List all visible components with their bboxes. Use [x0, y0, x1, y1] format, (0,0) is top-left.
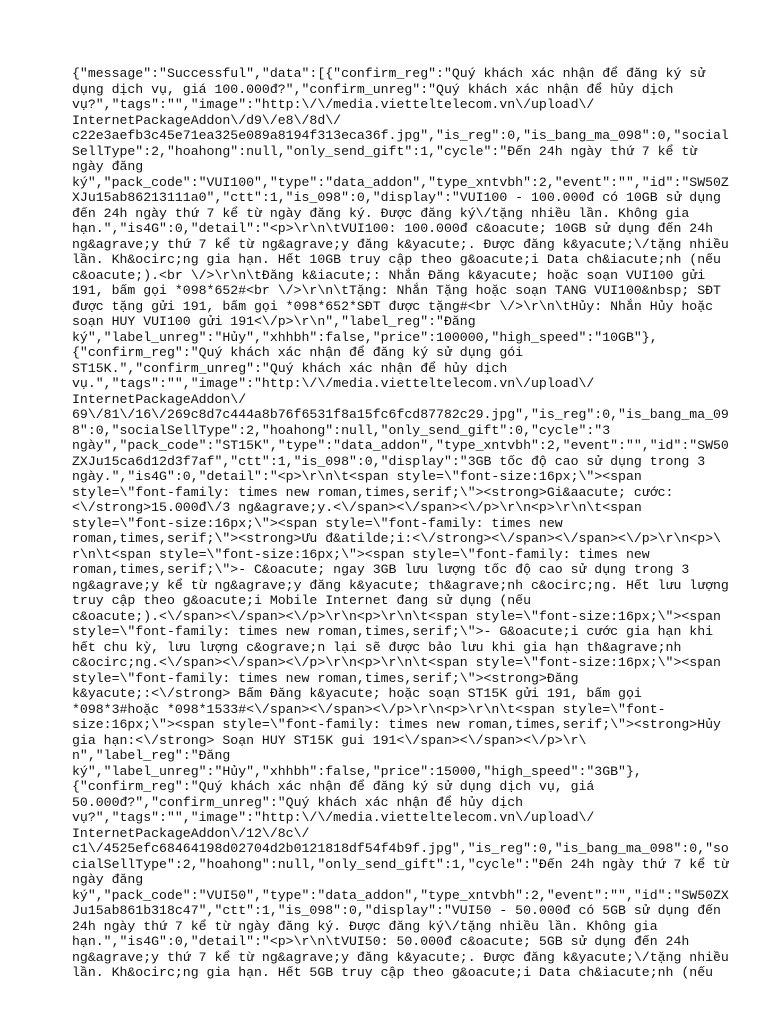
text-line: đến 24h ngày thứ 7 kể từ ngày đăng ký. Được đăng ký\/tặng nhiều lần. Không gia: [72, 205, 690, 221]
text-line: 50.000đ?","confirm_unreg":"Quý khách xác nhận để hủy dịch: [72, 794, 524, 810]
text-line: style=\"font-family: times new roman,times,serif;\">- G&oacute;i cước gia hạn khi: [72, 624, 714, 639]
text-line: ngày.","is4G":0,"detail":"<p>\r\n\t<span style=\"font-size:16px;\"><span: [72, 469, 642, 484]
text-line: ng&agrave;y thứ 7 kể từ ng&agrave;y đăng k&yacute;. Được đăng k&yacute;\/tặng nhiều: [72, 236, 729, 252]
text-line: gia hạn:<\/strong> Soạn HUY ST15K gui 191<\/span><\/span><\/p>\r\: [72, 732, 587, 748]
text-line: XJu15ab86213111a0","ctt":1,"is_098":0,"display":"VUI100 - 100.000đ có 10GB sử dụng: [72, 190, 721, 205]
text-line: hạn.","is4G":0,"detail":"<p>\r\n\tVUI50: 50.000đ c&oacute; 5GB sử dụng đến 24h: [72, 934, 690, 949]
text-line: n","label_reg":"Đăng: [72, 748, 231, 763]
text-line: ngày đăng: [72, 872, 144, 887]
text-line: roman,times,serif;\">- C&oacute; ngay 3GB lưu lượng tốc độ cao sử dụng trong 3: [72, 562, 690, 577]
text-line: SellType":2,"hoahong":null,"only_send_gift":1,"cycle":"Đến 24h ngày thứ 7 kể từ: [72, 143, 698, 159]
text-line: vụ?","tags":"","image":"http:\/\/media.vietteltelecom.vn\/upload\/: [72, 97, 595, 112]
text-line: cialSellType":2,"hoahong":null,"only_send_gift":1,"cycle":"Đến 24h ngày thứ 7 kể từ: [72, 856, 729, 872]
text-line: lần. Kh&ocirc;ng gia hạn. Hết 10GB truy cập theo g&oacute;i Data ch&iacute;nh (nếu: [72, 252, 721, 267]
text-line: 191, bấm gọi *098*652#<br \/>\r\n\tTặng: Nhắn Tặng hoặc soạn TANG VUI100&nbsp; SĐT: [72, 283, 721, 298]
text-line: hết chu kỳ, lưu lượng c&ograve;n lại sẽ được bảo lưu khi gia hạn th&agrave;nh: [72, 639, 682, 655]
text-line: vụ.","tags":"","image":"http:\/\/media.vietteltelecom.vn\/upload\/: [72, 376, 595, 391]
text-line: ng&agrave;y thứ 7 kể từ ng&agrave;y đăng k&yacute;. Được đăng k&yacute;\/tặng nhiều: [72, 949, 729, 965]
text-line: k&yacute;:<\/strong> Bấm Đăng k&yacute; hoặc soạn ST15K gửi 191, bấm gọi: [72, 686, 642, 701]
text-line: {"confirm_reg":"Quý khách xác nhận để đăng ký sử dụng dịch vụ, giá: [72, 779, 595, 794]
text-line: style=\"font-family: times new roman,times,serif;\"><strong>Gi&aacute; cước:: [72, 484, 674, 500]
text-line: size:16px;\"><span style=\"font-family: times new roman,times,serif;\"><strong>Hủy: [72, 717, 721, 732]
text-line: ngày","pack_code":"ST15K","type":"data_addon","type_xntvbh":2,"event":"","id":"SW50: [72, 438, 729, 453]
text-line: ký","label_unreg":"Hủy","xhhbh":false,"price":15000,"high_speed":"3GB"},: [72, 763, 642, 779]
text-line: InternetPackageAddon\/d9\/e8\/8d\/: [72, 112, 342, 128]
text-line: ngày đăng: [72, 159, 144, 174]
text-line: ng&agrave;y kể từ ng&agrave;y đăng k&yacute; th&agrave;nh c&ocirc;ng. Hết lưu lượng: [72, 577, 729, 593]
text-line: ST15K.","confirm_unreg":"Quý khách xác nhận để hủy dịch: [72, 360, 508, 376]
text-line: 24h ngày thứ 7 kể từ ngày đăng ký. Được đăng ký\/tặng nhiều lần. Không gia: [72, 918, 658, 934]
text-line: truy cập theo g&oacute;i Mobile Internet đang sử dụng (nếu: [72, 593, 531, 608]
json-text-body: [72, 66, 729, 981]
text-line: *098*3#hoặc *098*1533#<\/span><\/span><\/p>\r\n<p>\r\n\t<span style=\"font-: [72, 701, 666, 717]
text-line: dụng dịch vụ, giá 100.000đ?","confirm_unreg":"Quý khách xác nhận để hủy dịch: [72, 81, 674, 97]
text-line: ký","label_unreg":"Hủy","xhhbh":false,"price":100000,"high_speed":"10GB"},: [72, 329, 658, 345]
text-line: c&oacute;).<br \/>\r\n\tĐăng k&iacute;: Nhắn Đăng k&yacute; hoặc soạn VUI100 gửi: [72, 267, 706, 283]
text-line: style=\"font-size:16px;\"><span style=\"font-family: times new: [72, 515, 563, 531]
text-line: style=\"font-family: times new roman,times,serif;\"><strong>Đăng: [72, 670, 579, 686]
text-line: <\/strong>15.000đ\/3 ng&agrave;y.<\/span><\/span><\/p>\r\n<p>\r\n\t<span: [72, 500, 642, 515]
text-line: 8":0,"socialSellType":2,"hoahong":null,"only_send_gift":0,"cycle":"3: [72, 422, 611, 438]
text-line: Ju15ab861b318c47","ctt":1,"is_098":0,"display":"VUI50 - 50.000đ có 5GB sử dụng đến: [72, 903, 721, 918]
text-line: được tặng gửi 191, bấm gọi *098*652*SĐT được tặng#<br \/>\r\n\tHủy: Nhắn Hủy hoặc: [72, 298, 714, 314]
text-line: c&oacute;).<\/span><\/span><\/p>\r\n<p>\r\n\t<span style=\"font-size:16px;\"><span: [72, 608, 721, 624]
text-line: lần. Kh&ocirc;ng gia hạn. Hết 5GB truy cập theo g&oacute;i Data ch&iacute;nh (nếu: [72, 965, 714, 980]
text-line: InternetPackageAddon\/12\/8c\/: [72, 825, 310, 841]
text-line: c1\/4525efc68464198d02704d2b0121818df54f4b9f.jpg","is_reg":0,"is_bang_ma_098":0,"so: [72, 841, 729, 856]
text-line: 69\/81\/16\/269c8d7c444a8b76f6531f8a15fc6fcd87782c29.jpg","is_reg":0,"is_bang_ma_09: [72, 407, 729, 422]
text-line: {"confirm_reg":"Quý khách xác nhận để đăng ký sử dụng gói: [72, 345, 524, 360]
text-line: ký","pack_code":"VUI50","type":"data_addon","type_xntvbh":2,"event":"","id":"SW50ZX: [72, 887, 729, 903]
text-line: {"message":"Successful","data":[{"confirm_reg":"Quý khách xác nhận để đăng ký sử: [72, 66, 706, 81]
text-line: vụ?","tags":"","image":"http:\/\/media.vietteltelecom.vn\/upload\/: [72, 810, 595, 825]
text-line: hạn.","is4G":0,"detail":"<p>\r\n\tVUI100: 100.000đ c&oacute; 10GB sử dụng đến 24h: [72, 221, 714, 236]
text-line: roman,times,serif;\"><strong>Ưu đ&atilde;i:<\/strong><\/span><\/span><\/p>\r\n<p>\: [72, 531, 721, 546]
text-line: ký","pack_code":"VUI100","type":"data_addon","type_xntvbh":2,"event":"","id":"SW50Z: [72, 174, 729, 190]
text-line: ZXJu15ca6d12d3f7af","ctt":1,"is_098":0,"display":"3GB tốc độ cao sử dụng trong 3: [72, 453, 706, 469]
text-line: InternetPackageAddon\/: [72, 391, 247, 407]
text-line: soạn HUY VUI100 gửi 191<\/p>\r\n","label_reg":"Đăng: [72, 314, 476, 329]
text-line: c&ocirc;ng.<\/span><\/span><\/p>\r\n<p>\r\n\t<span style=\"font-size:16px;\"><span: [72, 655, 721, 670]
text-line: r\n\t<span style=\"font-size:16px;\"><span style=\"font-family: times new: [72, 546, 650, 562]
text-line: c22e3aefb3c45e71ea325e089a8194f313eca36f.jpg","is_reg":0,"is_bang_ma_098":0,"social: [72, 128, 729, 143]
